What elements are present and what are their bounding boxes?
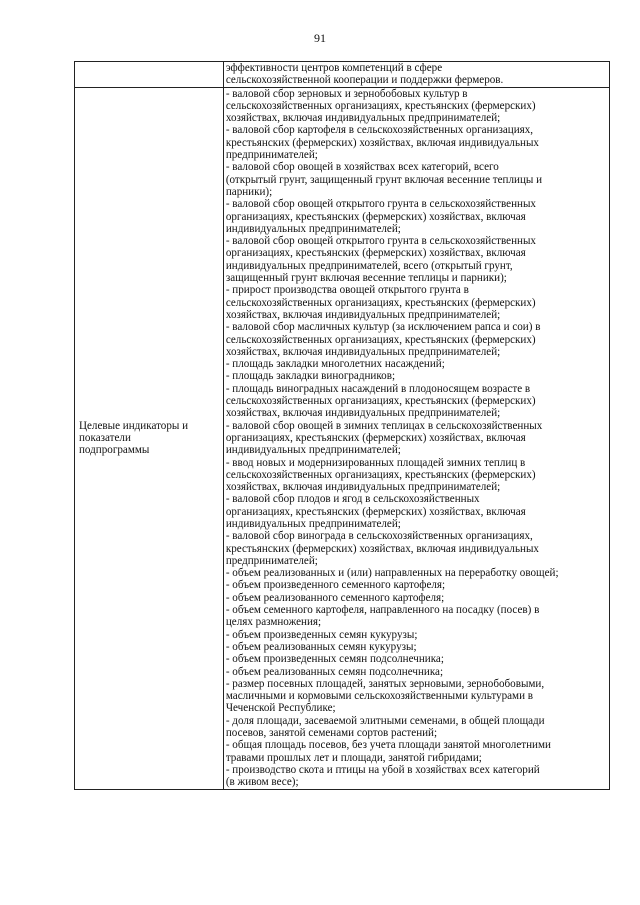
- indicator-line: - валовой сбор овощей открытого грунта в сельскохозяйственных: [225, 235, 536, 248]
- indicator-line: - прирост производства овощей открытого грунта в: [225, 284, 469, 297]
- indicators-table: [74, 61, 610, 790]
- indicator-line: - объем реализованных семян кукурузы;: [225, 640, 417, 653]
- indicator-line: - объем реализованных семян подсолнечника;: [225, 665, 444, 678]
- indicator-line: (в живом весе);: [225, 776, 299, 789]
- indicator-line: - объем произведенных семян кукурузы;: [225, 628, 418, 641]
- indicator-line: организациях, крестьянских (фермерских) хозяйствах, включая: [225, 247, 526, 260]
- indicator-line: - валовой сбор масличных культур (за исключением рапса и сои) в: [225, 321, 541, 334]
- top-row-label-cell: [75, 62, 224, 88]
- indicators-content-cell: [223, 87, 609, 789]
- indicator-line: - объем произведенных семян подсолнечника;: [225, 653, 444, 666]
- text-line: эффективности центров компетенций в сфере: [225, 62, 443, 74]
- indicator-line: индивидуальных предпринимателей;: [225, 222, 401, 235]
- indicator-line: организациях, крестьянских (фермерских) хозяйствах, включая: [225, 505, 526, 518]
- indicator-line: хозяйствах, включая индивидуальных предпринимателей;: [225, 308, 501, 321]
- indicator-line: индивидуальных предпринимателей;: [225, 444, 401, 457]
- indicator-line: хозяйствах, включая индивидуальных предпринимателей;: [225, 112, 501, 125]
- indicator-line: сельскохозяйственных организациях, крестьянских (фермерских): [225, 99, 536, 112]
- indicator-line: парники);: [225, 185, 273, 198]
- indicator-line: организациях, крестьянских (фермерских) хозяйствах, включая: [225, 210, 526, 223]
- indicator-line: посевов, занятой семенами сортов растений;: [225, 727, 438, 740]
- top-row-content-cell: [223, 62, 609, 88]
- text-line: сельскохозяйственной кооперации и поддержки фермеров.: [225, 74, 504, 87]
- indicator-line: сельскохозяйственных организациях, крестьянских (фермерских): [225, 296, 536, 309]
- indicator-line: - площадь виноградных насаждений в плодоносящем возрасте в: [225, 382, 531, 395]
- page-number: 91: [314, 31, 326, 45]
- indicator-line: - доля площади, засеваемой элитными семенами, в общей площади: [225, 714, 545, 727]
- indicator-line: - площадь закладки виноградников;: [225, 370, 396, 383]
- indicator-line: - ввод новых и модернизированных площадей зимних теплиц в: [225, 456, 526, 469]
- indicator-line: - размер посевных площадей, занятых зерновыми, зернобобовыми,: [225, 677, 545, 690]
- indicator-line: сельскохозяйственных организациях, крестьянских (фермерских): [225, 333, 536, 346]
- indicator-line: - объем произведенного семенного картофеля;: [225, 579, 446, 592]
- indicator-line: (открытый грунт, защищенный грунт включая весенние теплицы и: [225, 173, 543, 186]
- indicator-line: предпринимателей;: [225, 149, 318, 162]
- indicators-label-cell: [75, 87, 224, 789]
- indicator-line: масличными и кормовыми сельскохозяйственными культурами в: [225, 690, 534, 703]
- indicator-line: хозяйствах, включая индивидуальных предпринимателей;: [225, 481, 501, 494]
- table-row-top: [75, 62, 610, 88]
- indicator-line: - площадь закладки многолетних насаждений;: [225, 358, 445, 371]
- indicator-line: - объем семенного картофеля, направленного на посадку (посев) в: [225, 604, 540, 617]
- indicator-line: - валовой сбор картофеля в сельскохозяйственных организациях,: [225, 124, 534, 137]
- indicator-line: - общая площадь посевов, без учета площади занятой многолетними: [225, 739, 551, 752]
- indicator-line: - валовой сбор зерновых и зернобобовых культур в: [225, 87, 468, 100]
- indicator-line: сельскохозяйственных организациях, крестьянских (фермерских): [225, 395, 536, 408]
- indicator-line: - валовой сбор плодов и ягод в сельскохозяйственных: [225, 493, 480, 506]
- indicator-line: - валовой сбор овощей открытого грунта в сельскохозяйственных: [225, 198, 536, 211]
- table-row-indicators: [75, 87, 610, 789]
- indicator-line: - объем реализованного семенного картофеля;: [225, 591, 445, 604]
- indicator-line: защищенный грунт включая весенние теплицы и парники);: [225, 272, 507, 285]
- label-line: Целевые индикаторы и: [79, 419, 189, 432]
- indicator-line: сельскохозяйственных организациях, крестьянских (фермерских): [225, 468, 536, 481]
- indicator-line: крестьянских (фермерских) хозяйствах, включая индивидуальных: [225, 136, 539, 149]
- label-line: показатели: [79, 431, 131, 444]
- indicator-line: - объем реализованных и (или) направленных на переработку овощей;: [225, 567, 559, 580]
- indicator-line: целях размножения;: [225, 616, 322, 629]
- indicator-line: Чеченской Республике;: [225, 702, 336, 715]
- indicator-line: травами прошлых лет и площади, занятой гибридами;: [225, 751, 482, 764]
- indicator-line: хозяйствах, включая индивидуальных предпринимателей;: [225, 345, 501, 358]
- indicator-line: - валовой сбор овощей в хозяйствах всех категорий, всего: [225, 161, 499, 174]
- indicator-line: индивидуальных предпринимателей;: [225, 517, 401, 530]
- indicator-line: - валовой сбор винограда в сельскохозяйственных организациях,: [225, 530, 533, 543]
- indicator-line: хозяйствах, включая индивидуальных предпринимателей;: [225, 407, 501, 420]
- indicator-line: организациях, крестьянских (фермерских) хозяйствах, включая: [225, 431, 526, 444]
- indicator-line: - валовой сбор овощей в зимних теплицах в сельскохозяйственных: [225, 419, 543, 432]
- indicator-line: предпринимателей;: [225, 554, 318, 567]
- indicator-line: крестьянских (фермерских) хозяйствах, включая индивидуальных: [225, 542, 539, 555]
- label-line: подпрограммы: [79, 444, 150, 457]
- indicator-line: индивидуальных предпринимателей, всего (открытый грунт,: [225, 259, 513, 272]
- indicator-line: - производство скота и птицы на убой в хозяйствах всех категорий: [225, 763, 540, 776]
